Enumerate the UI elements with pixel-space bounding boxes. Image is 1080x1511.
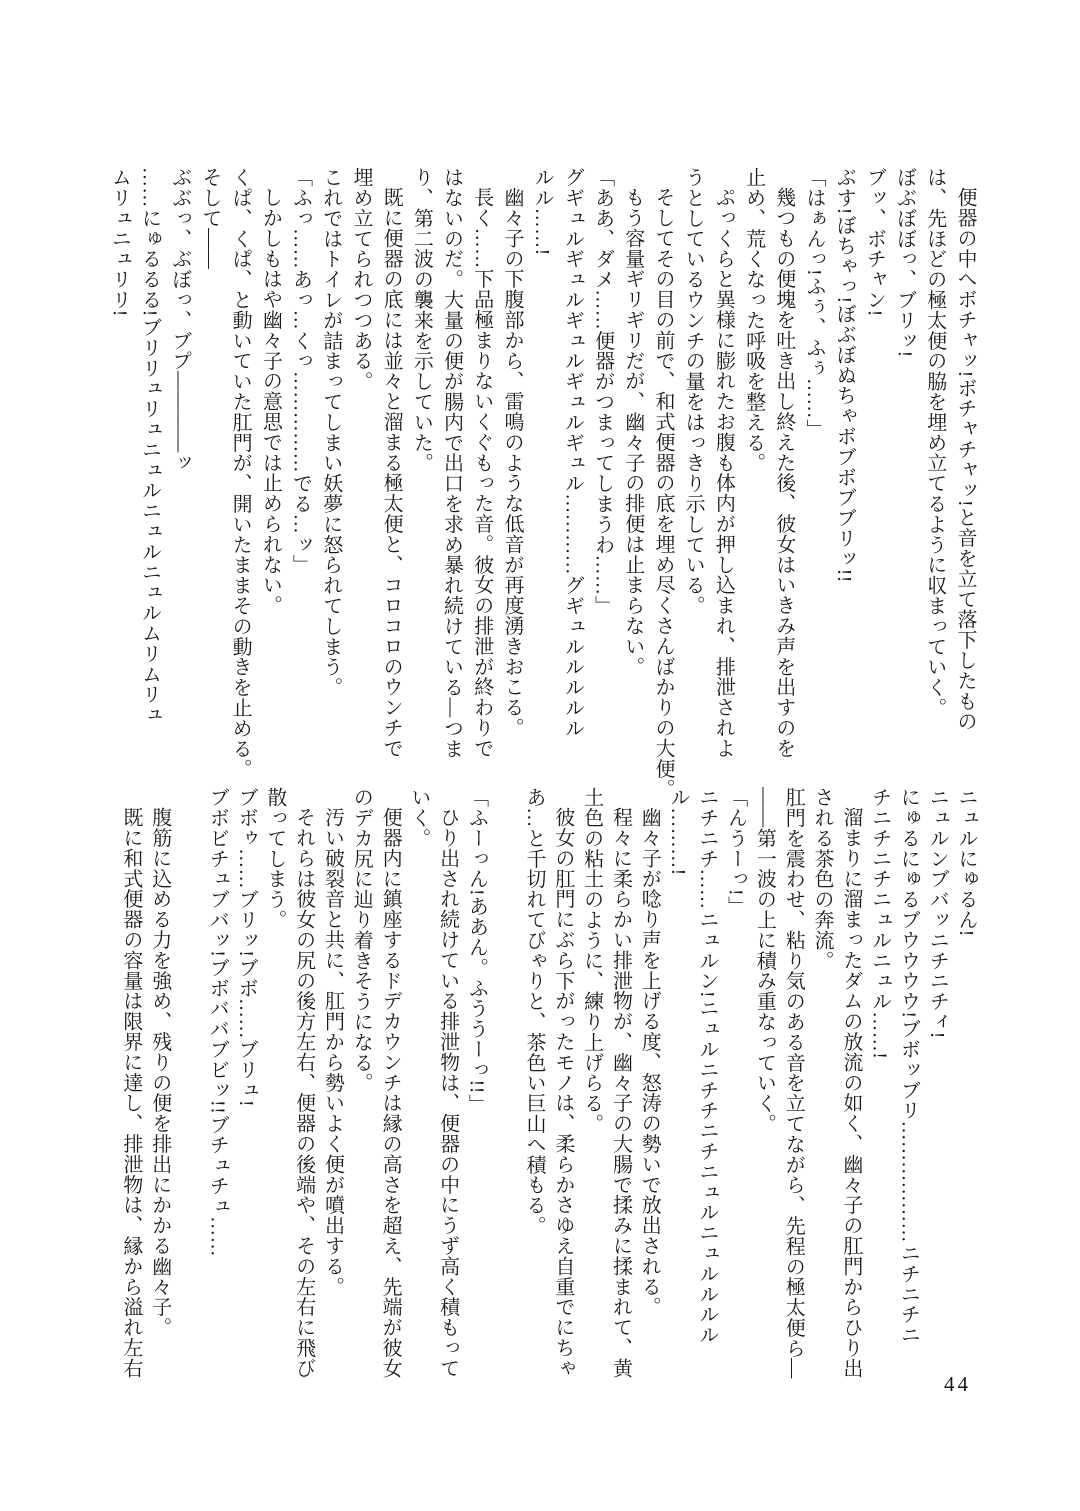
text-column: それらは彼女の尻の後方左右、便器の後端や、その左右に飛び	[292, 807, 315, 1379]
text-column: される茶色の奔流。	[811, 787, 834, 971]
text-column: ぼぶぼぼっ、ブリッ!	[893, 167, 916, 358]
text-column: 幾つもの便塊を吐き出し終えた後、彼女はいきみ声を出すのを	[772, 187, 795, 759]
text-column: 程々に柔らかい排泄物が、幽々子の大腸で揉みに揉まれて、黄	[609, 807, 632, 1379]
text-column: ぷっくらと異様に膨れたお腹も体内が押し込まれ、排泄されよ	[712, 187, 735, 759]
text-column: ……にゅるるる!ブリリュリュニュルニュルニュルムリムリュ	[138, 167, 161, 725]
text-column: ――第一波の上に積み重なっていく。	[753, 787, 776, 1134]
text-column: ブッ、ボチャン!	[863, 167, 886, 317]
text-column: 便器の中へボチャッ!ボチャチャッ!と音を立て落下したもの	[954, 187, 976, 732]
text-column: 既に便器の底には並々と溜まる極太便と、コロコロのウンチで	[380, 187, 403, 759]
text-column: そしてその目の前で、和式便器の底を埋め尽くさんばかりの大便。	[651, 187, 674, 799]
text-block-top	[104, 167, 980, 799]
text-column: ニチニチ……ニュルン!ニュルニチチニチニュルニュルルルル	[695, 787, 718, 1345]
text-column: 汚い破裂音と共に、肛門から勢いよく便が噴出する。	[321, 807, 344, 1297]
text-column: 散ってしまう。	[263, 787, 286, 930]
text-column: いく。	[407, 787, 430, 849]
text-column: 腹筋に込める力を強め、残りの便を排出にかかる幽々子。	[148, 807, 171, 1338]
text-column: ニュルンブバッニチニチィ!	[926, 787, 949, 1039]
text-column: 「んうーっ!」	[724, 787, 747, 917]
text-column: しかしもはや幽々子の意思では止められない。	[259, 187, 282, 616]
text-column: 長く……下品極まりないくぐもった音。彼女の排泄が終わりで	[470, 187, 493, 759]
text-column: もう容量ギリギリだが、幽々子の排便は止まらない。	[621, 187, 644, 677]
text-column: り、第二波の襲来を示していた。	[410, 167, 433, 473]
text-column: はないのだ。大量の便が腸内で出口を求め暴れ続けている―つま	[440, 167, 463, 759]
text-column: 「ふーっん!ああん。ふううーっ!!」	[465, 787, 488, 1115]
text-column: くぱ、くぱ、と動いていた肛門が、開いたままその動きを止める。	[229, 167, 252, 779]
text-column: 「はぁんっ!ふぅ、ふぅ……」	[802, 167, 825, 440]
text-column: 埋め立てられつつある。	[349, 167, 372, 392]
text-column: ルル……!	[531, 167, 554, 256]
text-column: 「ああ、ダメ……便器がつまってしまうわ……」	[591, 167, 614, 616]
text-column: 肛門を震わせ、粘り気のある音を立てながら、先程の極太便ら―	[782, 787, 805, 1379]
text-column: 幽々子が唸り声を上げる度、怒涛の勢いで放出される。	[638, 807, 661, 1317]
text-block-bottom	[116, 787, 980, 1387]
text-column: ぶす!ぼちゃっ!ぼぶぼぬちゃボブボブブリッ!!	[833, 167, 856, 583]
text-column: 溜まりに溜まったダムの放流の如く、幽々子の肛門からひり出	[839, 807, 862, 1379]
text-column: ぶぶっ、ぶぼっ、ブプ――――ッ	[168, 167, 191, 473]
text-column: ムリュニュリリ!	[108, 167, 131, 317]
text-column: 幽々子の下腹部から、雷鳴のような低音が再度湧きおこる。	[500, 187, 523, 738]
text-column: にゅるにゅるブウウウウ!ブボッブリ………………ニチニチニ	[897, 787, 920, 1345]
text-column: チニチニチニュルニュル……!	[868, 787, 891, 1060]
text-column: 彼女の肛門にぶら下がったモノは、柔らかさゆえ自重でにちゃ	[551, 807, 574, 1379]
text-column: は、先ほどの極太便の脇を埋め立てるように収まっていく。	[923, 167, 946, 718]
blank-column	[490, 787, 519, 1387]
text-column: ブボビチュブバッ!ブボババブビッ!!ブチュチュ……	[206, 787, 229, 1257]
text-column: 便器内に鎮座するドデカウンチは縁の高さを超え、先端が彼女	[379, 807, 402, 1379]
text-column: ル………!	[667, 787, 690, 876]
blank-column	[174, 787, 203, 1387]
text-column: のデカ尻に辿り着きそうになる。	[350, 787, 373, 1093]
text-column: ブボゥ……ブリッ!ブボ……ブリュ!	[235, 787, 258, 1108]
text-column: グギュルギュルギュルギュルギュル…………グギュルルルルル	[561, 167, 584, 739]
text-column: 土色の粘土のように、練り上げらる。	[580, 787, 603, 1134]
text-column: 既に和式便器の容量は限界に達し、排泄物は、縁から溢れ左右	[119, 807, 142, 1379]
text-column: 止め、荒くなった呼吸を整える。	[742, 167, 765, 473]
page-number: 44	[944, 1372, 971, 1396]
text-column: ひり出され続けている排泄物は、便器の中にうず高く積もって	[436, 807, 459, 1379]
text-column: 「ふっ……あっ…くっ……………でる…ッ」	[289, 167, 312, 575]
text-column: これではトイレが詰まってしまい妖夢に怒られてしまう。	[319, 167, 342, 698]
text-column: うとしているウンチの量をはっきり示している。	[682, 167, 705, 616]
text-column: ニュルにゅるん!	[955, 787, 977, 937]
text-column: あ…と千切れてびゃりと、茶色い巨山へ積もる。	[523, 787, 546, 1236]
text-column: そして――	[198, 167, 221, 269]
